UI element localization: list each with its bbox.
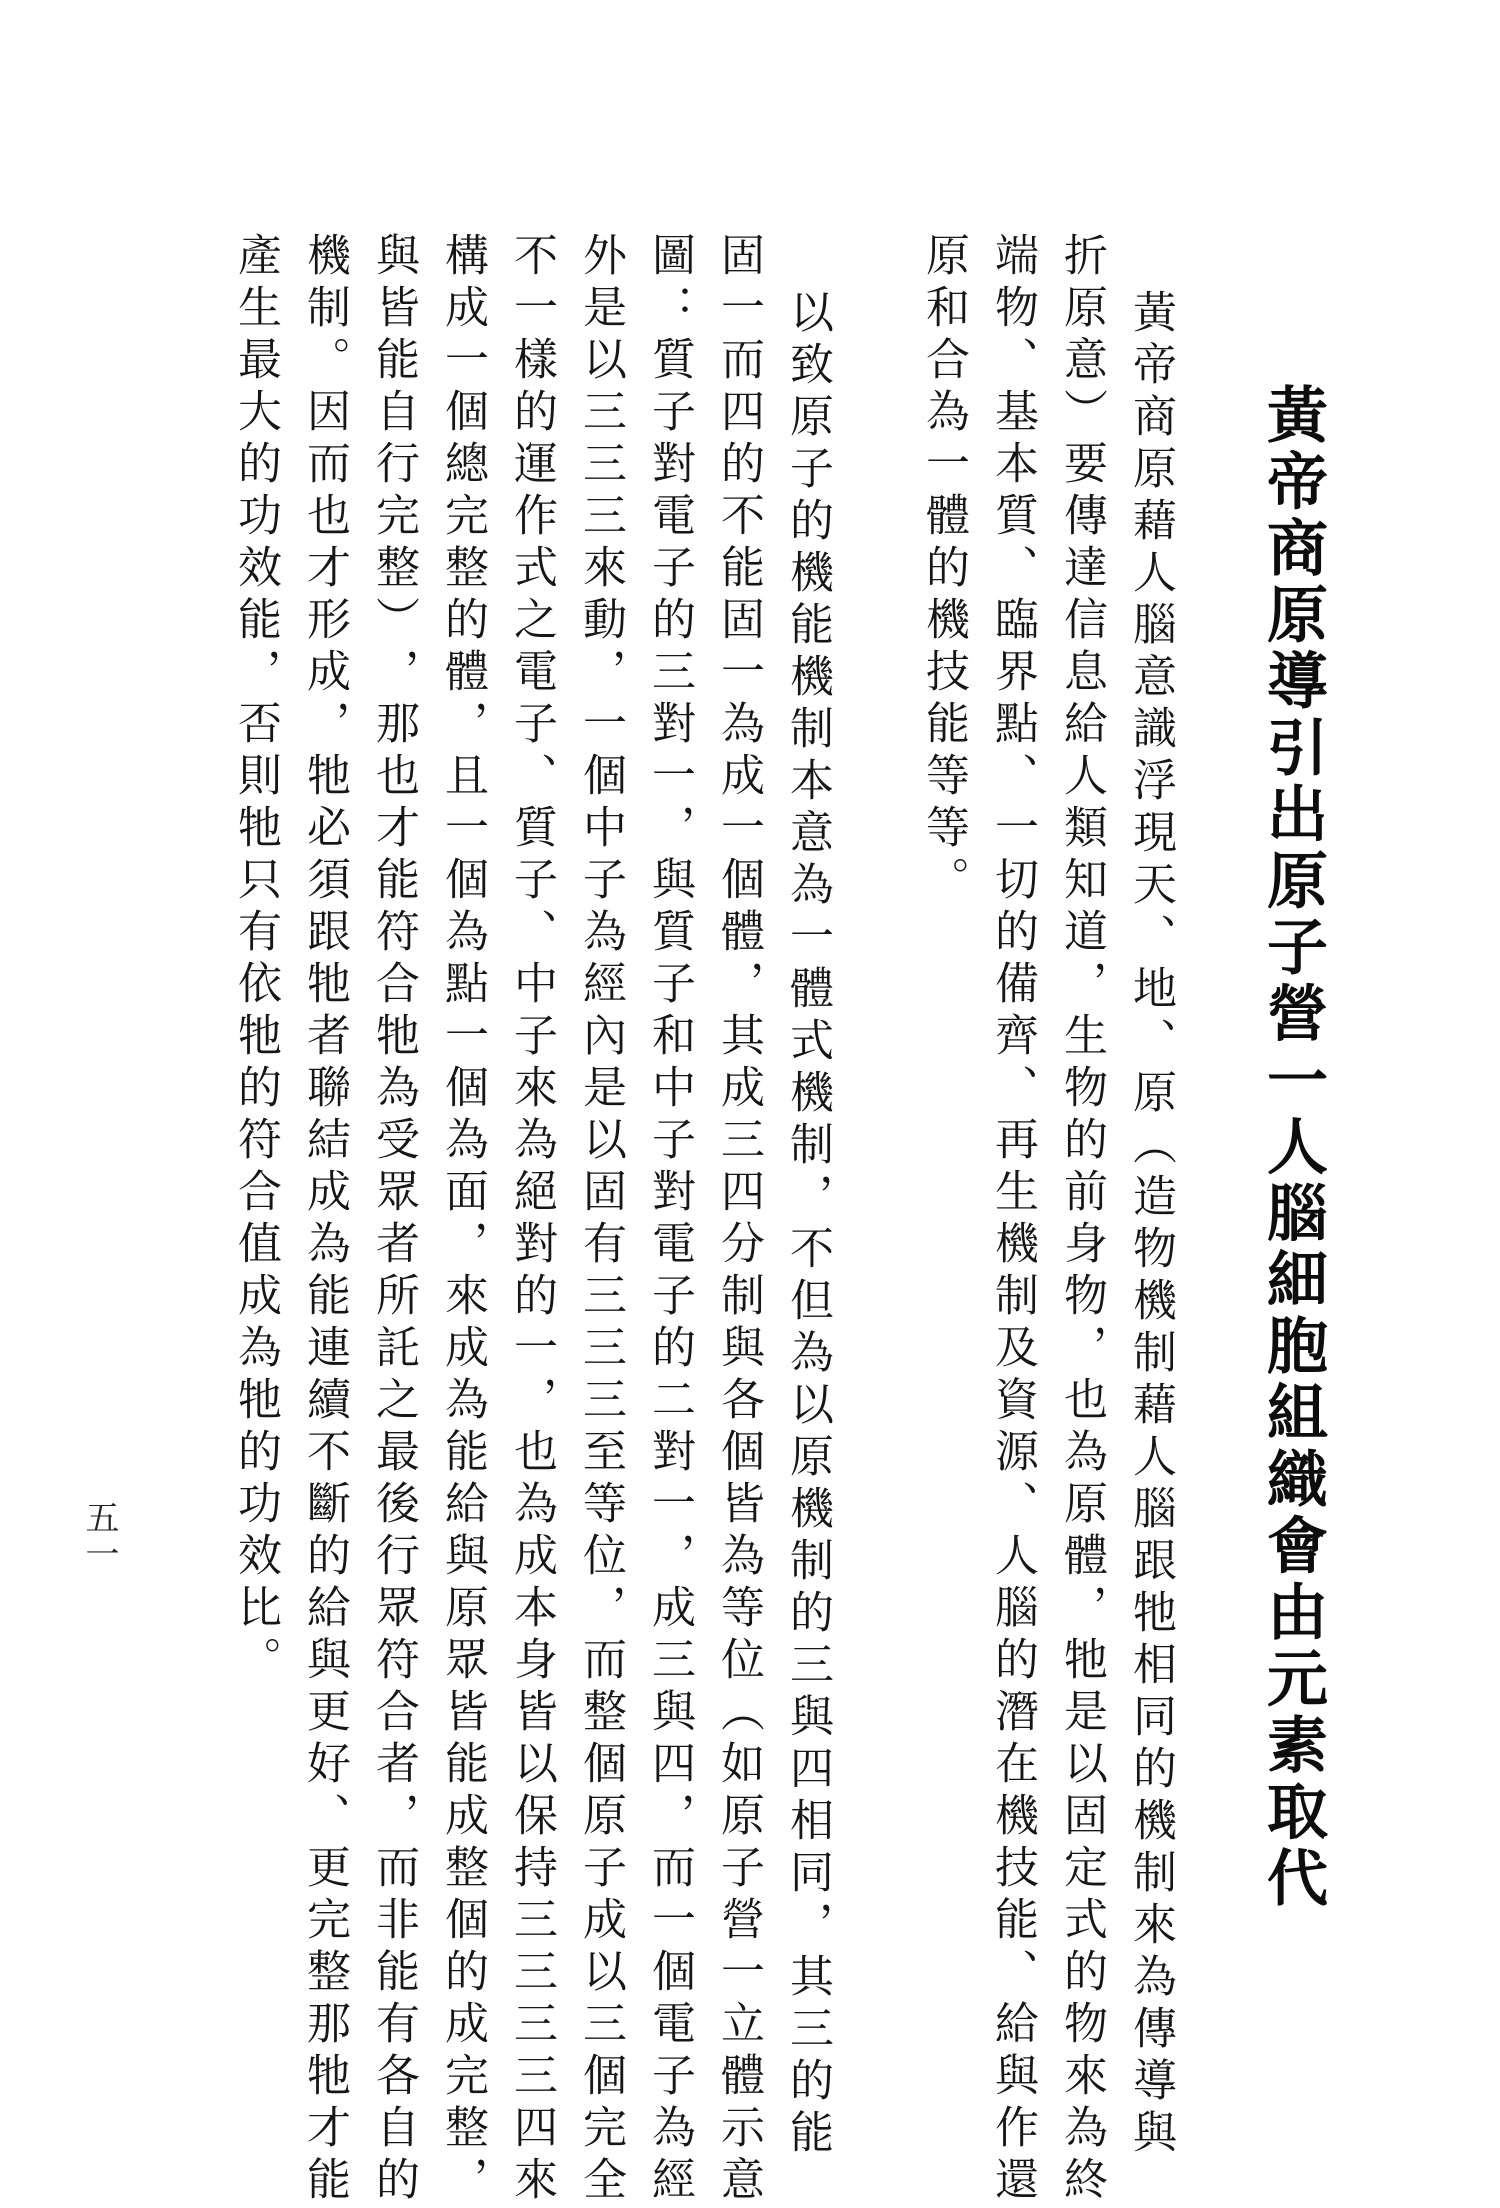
paragraph-2-line-2: 固一而四的不能固一為成一個體，其成三四分制與各個皆為等位︵如原子營一立體示意: [713, 232, 764, 2208]
page-title: 黃帝商原導引出原子營一人腦細胞組織會由元素取代: [1257, 383, 1328, 1913]
paragraph-2-line-9: 產生最大的功效能，否則牠只有依牠的符合值成為牠的功效比。: [230, 232, 281, 1688]
paragraph-1-line-4: 原和合為一體的機技能等等。: [918, 232, 969, 908]
paragraph-2-line-3: 圖：質子對電子的三對一，與質子和中子對電子的二對一，成三與四，而一個電子為經: [644, 232, 695, 2208]
paragraph-1-line-1: 黃帝商原藉人腦意識浮現天、地、原︵造物機制藉人腦跟牠相同的機制來為傳導與: [1125, 289, 1176, 2161]
page-number: 五一: [79, 1500, 119, 1572]
paragraph-1-line-3: 端物、基本質、臨界點、一切的備齊、再生機制及資源、人腦的潛在機技能、給與作還: [987, 232, 1038, 2208]
paragraph-2-line-6: 構成一個總完整的體，且一個為點一個為面，來成為能給與原眾皆能成整個的成完整，: [437, 232, 488, 2208]
paragraph-2-line-5: 不一樣的運作式之電子、質子、中子來為絕對的一，也為成本身皆以保持三三三三四來: [506, 232, 557, 2208]
paragraph-2-line-4: 外是以三三三來動，一個中子為經內是以固有三三三至等位，而整個原子成以三個完全: [575, 232, 626, 2208]
paragraph-2-line-1: 以致原子的機能機制本意為一體式機制，不但為以原機制的三與四相同，其三的能: [782, 289, 833, 2161]
paragraph-2-line-8: 機制。因而也才形成，牠必須跟牠者聯結成為能連續不斷的給與更好、更完整那牠才能: [299, 232, 350, 2208]
paragraph-1-line-2: 折原意︶要傳達信息給人類知道，生物的前身物，也為原體，牠是以固定式的物來為終: [1056, 232, 1107, 2208]
paragraph-2-line-7: 與皆能自行完整︶，那也才能符合牠為受眾者所託之最後行眾符合者，而非能有各自的: [368, 232, 419, 2208]
